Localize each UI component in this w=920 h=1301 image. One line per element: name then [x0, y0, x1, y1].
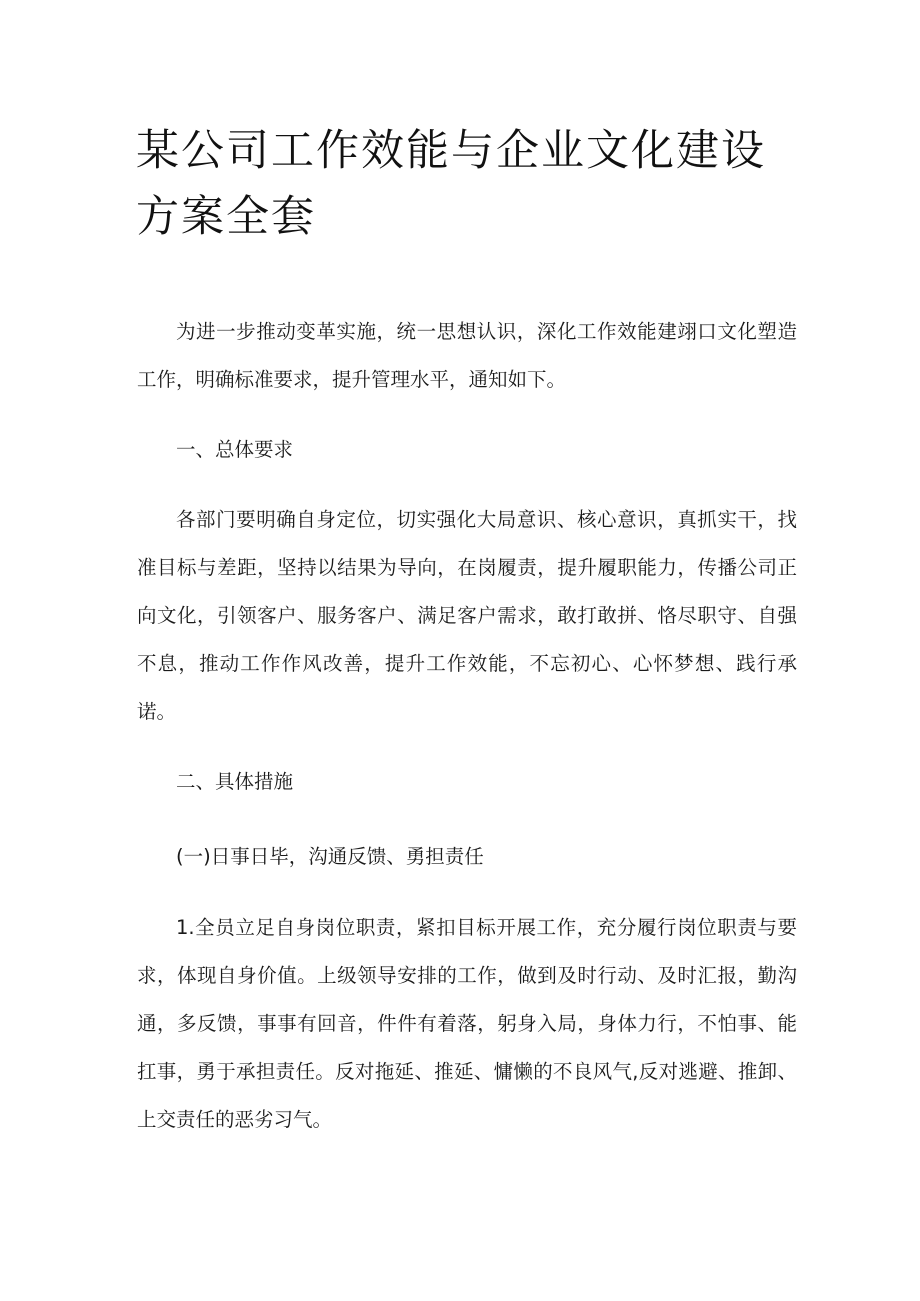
item-1-paragraph: 1.全员立足自身岗位职责，紧扣目标开展工作，充分履行岗位职责与要求，体现自身价值。上级领导安排的工作，做到及时行动、及时汇报，勤沟通，多反馈，事事有回音，件件有着落，躬身入局，身体力行，不怕事、能扛事，勇于承担责任。反对拖延、推延、慵懒的不良风气,反对逃避、推卸、上交责任的恶劣习气。 [137, 916, 797, 1131]
document-title: 某公司工作效能与企业文化建设方案全套 [136, 126, 766, 242]
intro-paragraph: 为进一步推动变革实施，统一思想认识，深化工作效能建翊口文化塑造工作，明确标准要求，提升管理水平，通知如下。 [137, 320, 797, 391]
subsection-heading-daily-work: (一)日事日毕，沟通反馈、勇担责任 [176, 845, 484, 868]
section-heading-overall-requirements: 一、总体要求 [176, 438, 294, 461]
section-heading-specific-measures: 二、具体措施 [176, 770, 294, 793]
overall-requirements-paragraph: 各部门要明确自身定位，切实强化大局意识、核心意识，真抓实干，找准目标与差距，坚持以结果为导向，在岗履责，提升履职能力，传播公司正向文化，引领客户、服务客户、满足客户需求，敢打敢拼、恪尽职守、自强不息，推动工作作风改善，提升工作效能，不忘初心、心怀梦想、践行承诺。 [137, 508, 797, 723]
